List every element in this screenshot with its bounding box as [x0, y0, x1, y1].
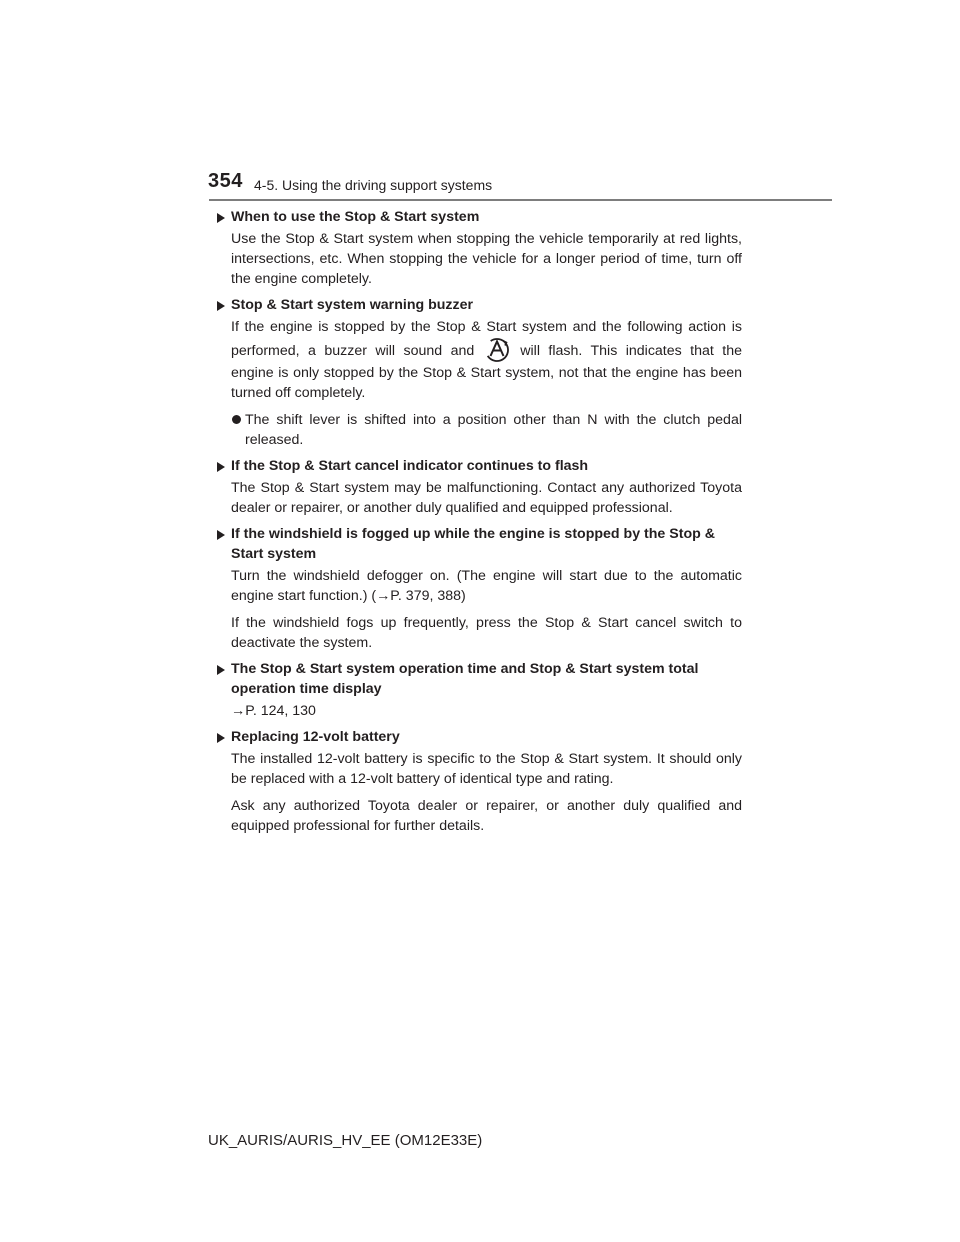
section-paragraph: If the windshield fogs up frequently, press the Stop & Start cancel switch to deactivate the system.	[231, 615, 742, 651]
section-paragraph: The Stop & Start system may be malfunctioning. Contact any authorized Toyota dealer or repairer, or another duly qualified and equipped professional.	[231, 480, 742, 516]
section-title: 4-5. Using the driving support systems	[254, 177, 493, 193]
section-heading: If the windshield is fogged up while the engine is stopped by the Stop & Start system	[216, 524, 742, 564]
section-paragraph: The installed 12-volt battery is specific to the Stop & Start system. It should only be replaced with a 12-volt battery of identical type and rating.	[231, 751, 742, 787]
section-when-to-use	[216, 207, 742, 289]
section-cancel-indicator-flash	[216, 456, 742, 518]
paragraph-text-before-icon: If the engine is stopped by the Stop & Start system and the following action is performed, a buzzer will sound and	[231, 319, 742, 359]
section-heading: If the Stop & Start cancel indicator continues to flash	[216, 456, 742, 476]
section-heading: Stop & Start system warning buzzer	[216, 295, 742, 315]
section-heading: The Stop & Start system operation time and Stop & Start system total operation time display	[216, 659, 742, 699]
paragraph-text-after-icon: will flash. This indicates that the engine is only stopped by the Stop & Start system, not that the engine has been turned off completely.	[231, 343, 742, 401]
section-paragraph	[216, 317, 742, 403]
section-heading: When to use the Stop & Start system	[216, 207, 742, 227]
section-paragraph: Ask any authorized Toyota dealer or repairer, or another duly qualified and equipped professional for further details.	[231, 798, 742, 834]
content-area	[216, 207, 742, 842]
section-replacing-battery	[216, 727, 742, 836]
page-number: 354	[208, 170, 243, 192]
section-operation-time-display	[216, 659, 742, 721]
footer-code: UK_AURIS/AURIS_HV_EE (OM12E33E)	[208, 1132, 483, 1149]
section-windshield-fogged	[216, 524, 742, 653]
header-rule	[209, 199, 832, 201]
section-paragraph: Use the Stop & Start system when stopping the vehicle temporarily at red lights, intersections, etc. When stopping the vehicle for a longer period of time, turn off the engine completely.	[231, 231, 742, 287]
section-heading: Replacing 12-volt battery	[216, 727, 742, 747]
section-warning-buzzer	[216, 295, 742, 450]
section-paragraph: Turn the windshield defogger on. (The engine will start due to the automatic engine start function.) (→P. 379, 388)	[231, 568, 742, 604]
stop-start-indicator-icon	[482, 337, 512, 363]
page-reference: →P. 124, 130	[231, 703, 316, 719]
bullet-item: The shift lever is shifted into a position other than N with the clutch pedal released.	[216, 410, 742, 450]
